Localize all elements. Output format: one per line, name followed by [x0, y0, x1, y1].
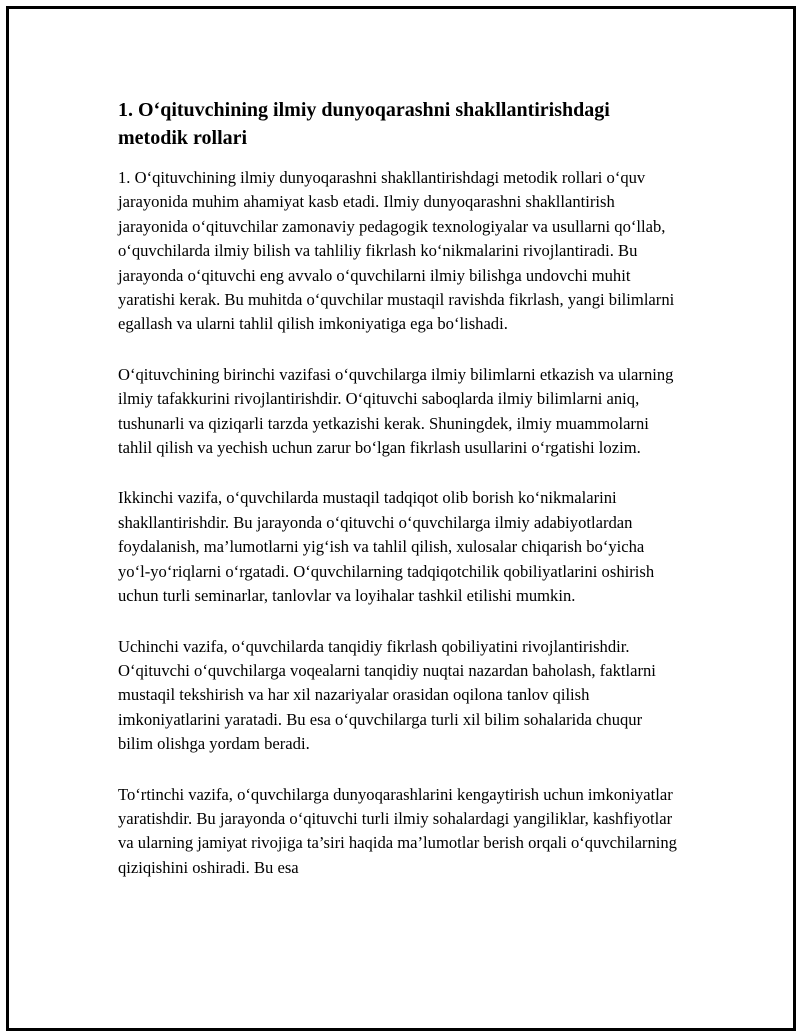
document-body	[118, 96, 678, 906]
paragraph-third-task: Uchinchi vazifa, o‘quvchilarda tanqidiy fikrlash qobiliyatini rivojlantirishdir. O‘qituvchi o‘quvchilarga voqealarni tanqidiy nuqtai nazardan baholash, faktlarni mustaqil tekshirish va har xil nazariyalar orasidan oqilona tanlov qilish imkoniyatlarini yaratadi. Bu esa o‘quvchilarga turli xil bilim sohalarida chuqur bilim olishga yordam beradi.	[118, 636, 656, 754]
document-heading: 1. O‘qituvchining ilmiy dunyoqarashni shakllantirishdagi metodik rollari	[118, 99, 610, 149]
paragraph-first-task: O‘qituvchining birinchi vazifasi o‘quvchilarga ilmiy bilimlarni etkazish va ularning ilmiy tafakkurini rivojlantirishdir. O‘qituvchi saboqlarda ilmiy bilimlarni aniq, tushunarli va qiziqarli tarzda yetkazishi kerak. Shuningdek, ilmiy muammolarni tahlil qilish va yechish uchun zarur bo‘lgan fikrlash usullarini o‘rgatishi lozim.	[118, 364, 674, 458]
paragraph-second-task: Ikkinchi vazifa, o‘quvchilarda mustaqil tadqiqot olib borish ko‘nikmalarini shakllantirishdir. Bu jarayonda o‘qituvchi o‘quvchilarga ilmiy adabiyotlardan foydalanish, ma’lumotlarni yig‘ish va tahlil qilish, xulosalar chiqarish bo‘yicha yo‘l-yo‘riqlarni o‘rgatadi. O‘quvchilarning tadqiqotchilik qobiliyatlarini oshirish uchun turli seminarlar, tanlovlar va loyihalar tashkil etilishi mumkin.	[118, 488, 655, 606]
paragraph-intro: 1. O‘qituvchining ilmiy dunyoqarashni shakllantirishdagi metodik rollari o‘quv jarayonida muhim ahamiyat kasb etadi. Ilmiy dunyoqarashni shakllantirish jarayonida o‘qituvchilar zamonaviy pedagogik texnologiyalar va usullarni qo‘llab, o‘quvchilarda ilmiy bilish va tahliliy fikrlash ko‘nikmalarini rivojlantiradi. Bu jarayonda o‘qituvchi eng avvalo o‘quvchilarni ilmiy bilishga undovchi muhit yaratishi kerak. Bu muhitda o‘quvchilar mustaqil ravishda fikrlash, yangi bilimlarni egallash va ularni tahlil qilish imkoniyatiga ega bo‘lishadi.	[118, 168, 675, 334]
paragraph-fourth-task: To‘rtinchi vazifa, o‘quvchilarga dunyoqarashlarini kengaytirish uchun imkoniyatlar yaratishdir. Bu jarayonda o‘qituvchi turli ilmiy sohalardagi yangiliklar, kashfiyotlar va ularning jamiyat rivojiga ta’siri haqida ma’lumotlar berish orqali o‘quvchilarning qiziqishini oshiradi. Bu esa	[118, 784, 677, 877]
